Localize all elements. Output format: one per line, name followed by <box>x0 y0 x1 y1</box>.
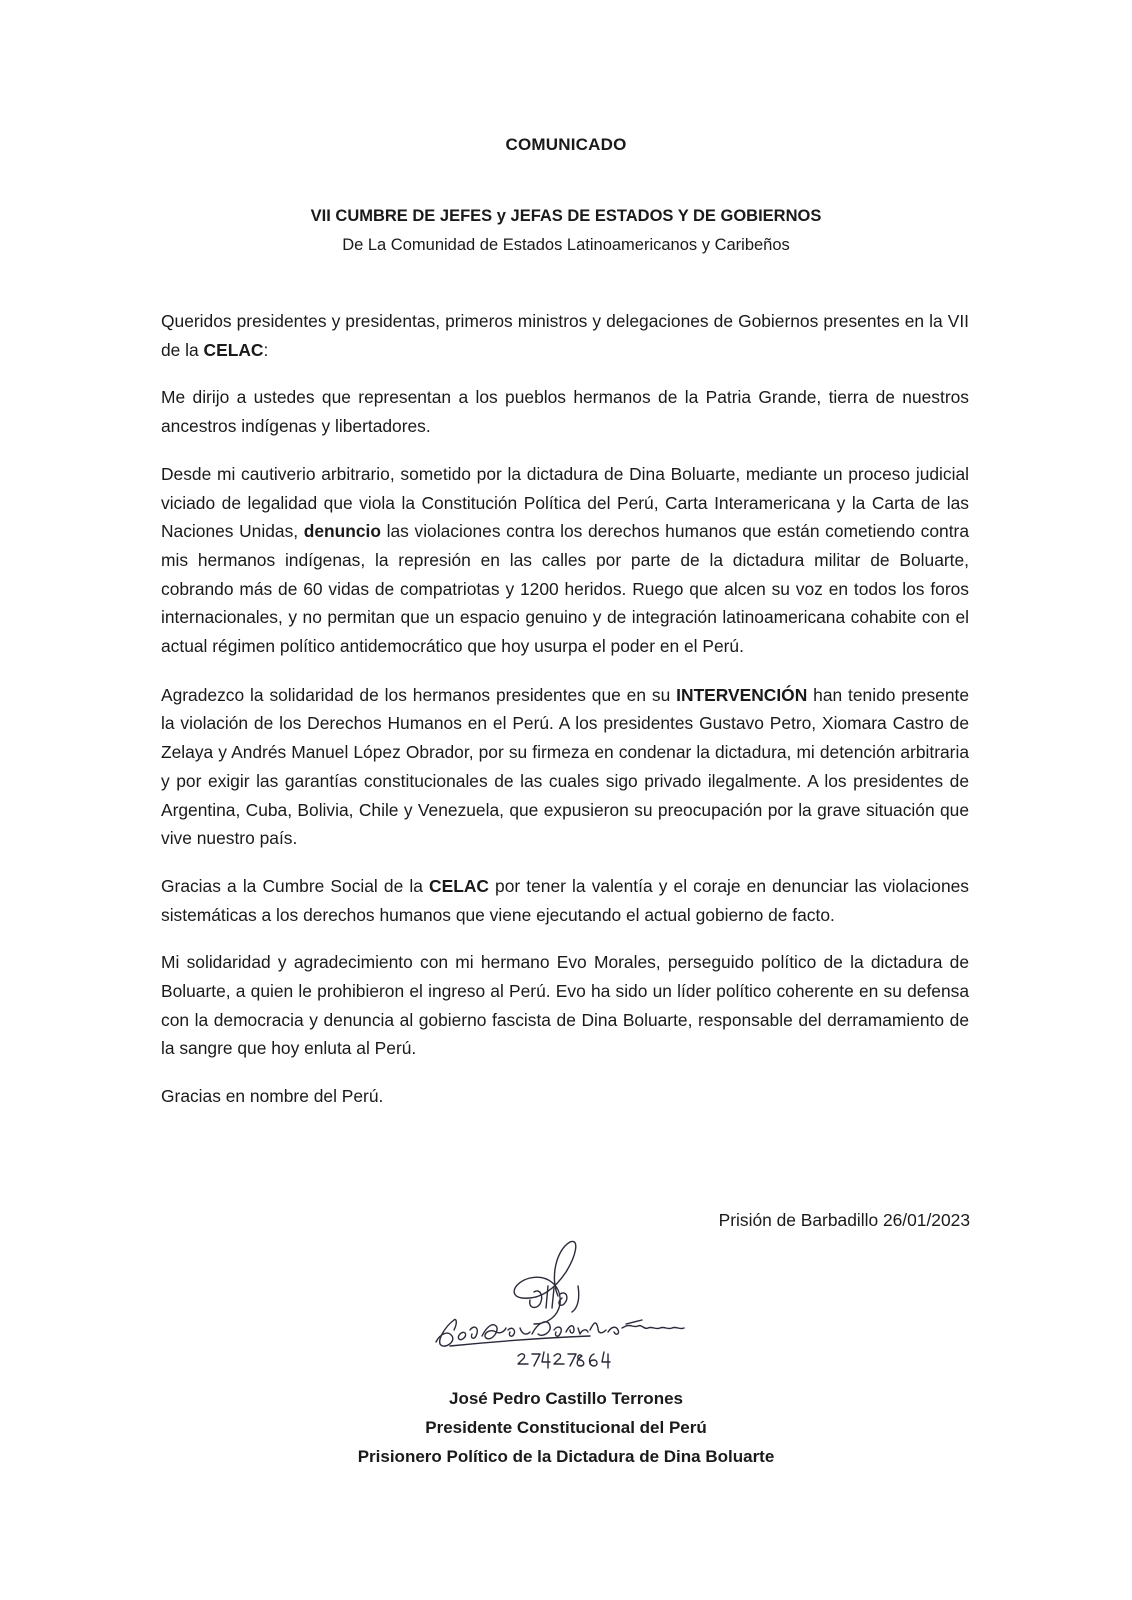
bold-text: CELAC <box>203 339 264 360</box>
paragraph-closing: Gracias en nombre del Perú. <box>161 1086 384 1107</box>
signatory-role: Presidente Constitucional del Perú <box>425 1418 707 1437</box>
paragraph-text: : <box>263 339 269 360</box>
event-heading: VII CUMBRE DE JEFES y JEFAS DE ESTADOS Y DE GOBIERNOS <box>310 207 822 225</box>
place-and-date: Prisión de Barbadillo 26/01/2023 <box>718 1210 970 1230</box>
paragraph-6: Mi solidaridad y agradecimiento con mi hermano Evo Morales, perseguido político de la dictadura de Boluarte, a quien le prohibieron el ingreso al Perú. Evo ha sido un líder político coherente en su defensa con la democracia y denuncia al gobierno fascista de Dina Boluarte, responsable del derramamiento de la sangre que hoy enluta al Perú. <box>161 952 969 1059</box>
paragraph-2: Me dirijo a ustedes que representan a los pueblos hermanos de la Patria Grande, tierra de nuestros ancestros indígenas y libertadores. <box>161 387 969 437</box>
organization-heading: De La Comunidad de Estados Latinoamericanos y Caribeños <box>342 236 790 254</box>
document-title: COMUNICADO <box>505 135 627 154</box>
paragraph-text: Desde mi cautiverio arbitrario, sometido por la dictadura de Dina Boluarte, mediante un proceso judicial viciado de legalidad que viola la Constitución Política del Perú, Carta Interamericana y la Carta de las Naciones Unidas, <box>161 463 969 542</box>
signatory-name: José Pedro Castillo Terrones <box>449 1389 683 1408</box>
paragraph-text: han tenido presente la violación de los Derechos Humanos en el Perú. A los presidentes Gustavo Petro, Xiomara Castro de Zelaya y Andrés Manuel López Obrador, por su firmeza en condenar la dictadura, mi detención arbitraria y por exigir las garantías constitucionales de las cuales sigo privado ilegalmente. A los presidentes de Argentina, Cuba, Bolivia, Chile y Venezuela, que expusieron su preocupación por la grave situación que vive nuestro país. <box>161 684 969 849</box>
paragraph-text: las violaciones contra los derechos humanos que están cometiendo contra mis hermanos indígenas, la represión en las calles por parte de la dictadura militar de Boluarte, cobrando más de 60 vidas de compatriotas y 1200 heridos. Ruego que alcen su voz en todos los foros internacionales, y no permitan que un espacio genuino y de integración latinoamericana cohabite con el actual régimen político antidemocrático que hoy usurpa el poder en el Perú. <box>161 521 969 657</box>
signatory-status: Prisionero Político de la Dictadura de Dina Boluarte <box>357 1447 775 1466</box>
paragraph-text: por tener la valentía y el coraje en denunciar las violaciones sistemáticas a los derechos humanos que viene ejecutando el actual gobierno de facto. <box>161 875 969 925</box>
paragraph-text: Queridos presidentes y presidentas, primeros ministros y delegaciones de Gobiernos presentes en la VII de la <box>161 311 969 360</box>
paragraph-5 <box>161 872 969 929</box>
bold-text: INTERVENCIÓN <box>676 684 808 705</box>
signature-block <box>0 1384 1132 1471</box>
paragraph-4 <box>161 681 969 853</box>
paragraph-text: Agradezco la solidaridad de los hermanos presidentes que en su <box>161 684 677 705</box>
bold-text: denuncio <box>303 521 382 542</box>
handwritten-signature <box>430 1238 730 1383</box>
paragraph-text: Gracias a la Cumbre Social de la <box>161 875 430 896</box>
paragraph-3 <box>161 460 969 661</box>
paragraph-greeting <box>161 307 969 364</box>
bold-text: CELAC <box>429 875 489 896</box>
letter-body <box>161 307 969 1130</box>
